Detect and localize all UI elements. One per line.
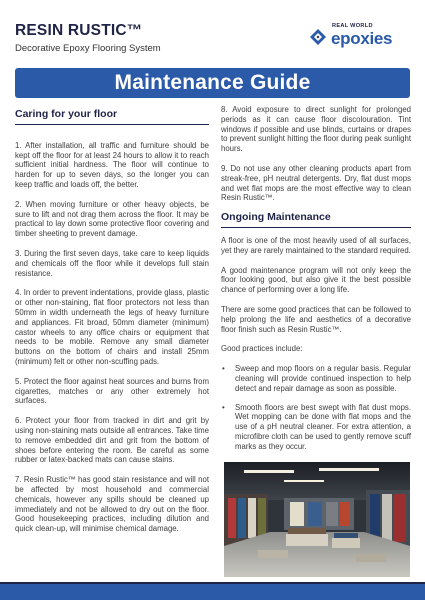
good-practices-list: [221, 364, 411, 451]
logo-wordmark: epoxies: [331, 29, 393, 48]
care-step-3: 3. During the first seven days, take care to keep liquids and chemicals off the floor while it develops full stain resistance.: [15, 248, 209, 278]
company-logo: [307, 23, 417, 57]
leaf-badge-icon: [307, 26, 329, 48]
page-title: Maintenance Guide: [114, 71, 311, 94]
list-item: [221, 364, 411, 393]
care-step-2: 2. When moving furniture or other heavy objects, be sure to lift and not drag them across the floor. It may be practical to lay down some protective floor covering and timber sheeting to prevent damage.: [15, 199, 209, 239]
store-interior-photo: [224, 462, 410, 577]
section-heading-caring: Caring for your floor: [15, 108, 209, 125]
care-step-1: 1. After installation, all traffic and furniture should be kept off the floor for at least 24 hours to allow it to reach sufficient initial hardness. The floor will continue to harden for up to seven days, so the longer you can keep traffic and loads off, the better.: [15, 140, 209, 189]
care-step-8: 8. Avoid exposure to direct sunlight for prolonged periods as it can cause floor discolouration. Tint windows if possible and use blinds, curtains or drapes to prevent sunlight hitting the floor during peak sunlight hours.: [221, 105, 411, 154]
ongoing-paragraph: There are some good practices that can be followed to help prolong the life and aesthetics of a decorative floor finish such as Resin Rustic™.: [221, 304, 411, 334]
bullet-icon: •: [222, 364, 225, 374]
list-item-text: Sweep and mop floors on a regular basis. Regular cleaning will provide continued inspection to help detect and repair damage as soon as possible.: [235, 364, 411, 393]
ongoing-paragraph: A good maintenance program will not only keep the floor looking good, but also give it the best possible chance of performing over a long life.: [221, 265, 411, 295]
list-item: [221, 403, 411, 452]
list-item-text: Smooth floors are best swept with flat dust mops. Wet mopping can be done with flat mops and the use of a pH neutral cleaner. For extra attention, a microfibre cloth can be used to gently remove scuff marks as they occur.: [235, 402, 411, 451]
ongoing-paragraph: A floor is one of the most heavily used of all surfaces, yet they are rarely maintained to the standard required.: [221, 235, 411, 255]
left-column: [15, 105, 209, 544]
bullet-icon: •: [222, 402, 225, 412]
page-header: [0, 0, 425, 68]
brand-title: RESIN RUSTIC™: [15, 22, 143, 39]
title-banner: [15, 68, 410, 98]
logo-tagline: REAL WORLD: [332, 23, 373, 29]
care-step-4: 4. In order to prevent indentations, provide glass, plastic or other non-staining, flat floor protectors not less than 50mm in width underneath the legs of heavy furniture and appliances. Fit broad, 50mm diameter (minimum) castor wheels to any office chairs or equipment that needs to be mobile. Remove any small diameter buttons on the bottom of chairs and install 25mm (minimum) felt or other non-scuffing pads.: [15, 288, 209, 366]
brand-subtitle: Decorative Epoxy Flooring System: [15, 43, 161, 54]
care-step-7: 7. Resin Rustic™ has good stain resistance and will not be affected by most household and commercial chemicals, however any spills should be cleaned up immediately and not be allowed to dry out on the floor. Good housekeeping practices, including dilution and quick clean-up, will minimise chemical damage.: [15, 475, 209, 534]
store-interior-illustration: [224, 462, 410, 577]
section-heading-ongoing: Ongoing Maintenance: [221, 211, 411, 228]
care-step-9: 9. Do not use any other cleaning products apart from streak-free, pH neutral detergents. Dry, flat dust mops and wet flat mops are the most effective way to clean Resin Rustic™.: [221, 163, 411, 203]
right-column: [221, 105, 411, 461]
care-step-5: 5. Protect the floor against heat sources and burns from cigarettes, matches or any other extremely hot surfaces.: [15, 376, 209, 406]
care-step-6: 6. Protect your floor from tracked in dirt and grit by using non-staining mats outside all entrances. Take time to remove embedded dirt and grit from the bottom of shoes before entering the room. Be careful as some rubber or latex-backed mats can cause stains.: [15, 416, 209, 465]
footer-stripe: [0, 582, 425, 600]
good-practices-intro: Good practices include:: [221, 344, 303, 354]
